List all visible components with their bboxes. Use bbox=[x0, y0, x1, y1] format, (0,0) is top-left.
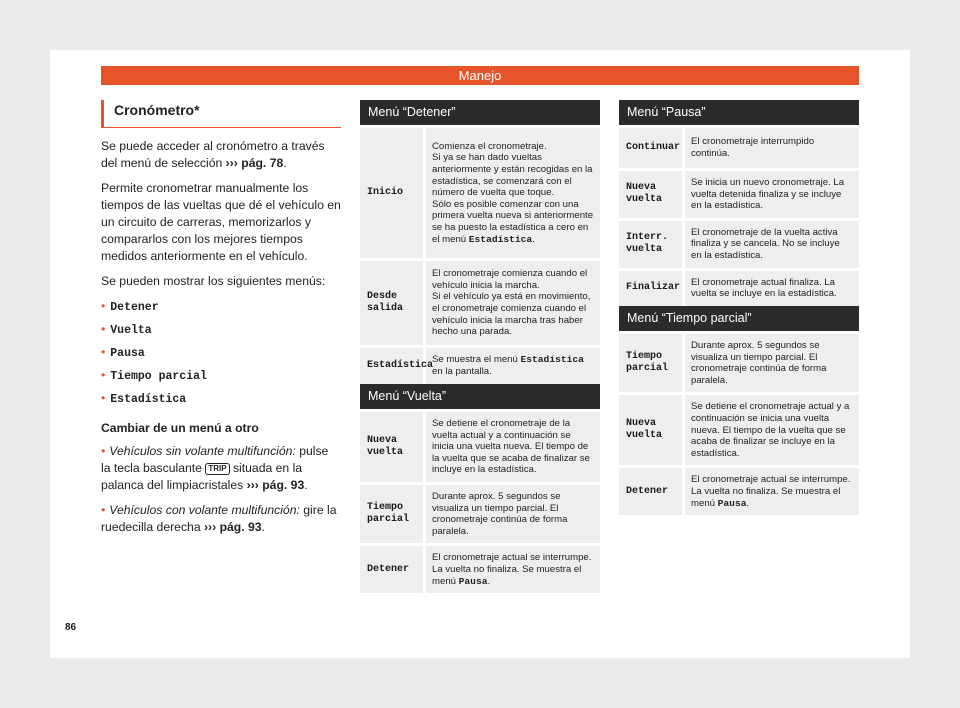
description-text: El cronometraje interrumpido continúa. bbox=[691, 136, 815, 159]
row-key: Desde salida bbox=[360, 261, 426, 345]
menu-reference: Estadística bbox=[520, 354, 584, 366]
row-key: Tiempo parcial bbox=[619, 334, 685, 392]
table-row bbox=[360, 482, 600, 543]
description-text: Comienza el cronometraje. Si ya se han dado vueltas anteriormente y están recogidas en la estadística, se comenzará con el número de vuelta que toque. Sólo es posible comenzar con una primera vuelta nueva si anteriormente se ha puesto la estadística a cero en el menú bbox=[432, 140, 594, 245]
description-text: El cronometraje comienza cuando el vehículo inicia la marcha. Si el vehículo ya está en movimiento, el cronometraje comienza cuando el vehículo inicia la marcha tras haber hecho una parada. bbox=[432, 268, 591, 338]
description-text: El cronometraje actual se interrumpe. La vuelta no finaliza. Se muestra el menú bbox=[432, 552, 592, 587]
list-item bbox=[101, 344, 341, 362]
menu-name: Pausa bbox=[110, 347, 145, 360]
description-text: El cronometraje de la vuelta activa finaliza y se cancela. No se incluye en la estadística. bbox=[691, 226, 840, 261]
menu-name: Tiempo parcial bbox=[110, 370, 207, 383]
description-text: El cronometraje actual finaliza. La vuelta se incluye en la estadística. bbox=[691, 276, 837, 300]
row-key: Tiempo parcial bbox=[360, 485, 426, 543]
table-menu-tiempo-parcial bbox=[619, 306, 859, 515]
row-key: Continuar bbox=[619, 128, 685, 168]
condition-label: Vehículos con volante multifunción: bbox=[109, 503, 300, 517]
table-row bbox=[619, 218, 859, 268]
row-description bbox=[426, 546, 600, 593]
period: . bbox=[261, 520, 265, 534]
page-number: 86 bbox=[65, 622, 77, 633]
instruction-text: situada en la palanca del limpiacristales bbox=[101, 461, 303, 492]
description-end: . bbox=[746, 497, 750, 509]
left-column bbox=[101, 100, 341, 544]
menu-reference: Pausa bbox=[458, 575, 488, 587]
bullet-dot: • bbox=[101, 444, 106, 458]
intro-paragraph bbox=[101, 138, 341, 172]
description-text: Se muestra el menú bbox=[432, 354, 521, 366]
table-menu-detener bbox=[360, 100, 600, 384]
table-row bbox=[360, 543, 600, 593]
subheading: Cambiar de un menú a otro bbox=[101, 421, 259, 435]
list-item bbox=[101, 367, 341, 385]
row-description bbox=[426, 128, 600, 258]
row-description-text bbox=[432, 552, 594, 587]
table-row bbox=[360, 345, 600, 384]
description-text: Se detiene el cronometraje de la vuelta actual y a continuación se inicia una vuelta nueva. El tiempo de la vuelta que se acaba de finalizar se incluye en la estadística. bbox=[432, 418, 590, 476]
row-description-text bbox=[691, 177, 853, 212]
list-item bbox=[101, 390, 341, 408]
row-key: Estadística bbox=[360, 348, 426, 384]
table-row bbox=[619, 168, 859, 218]
row-description bbox=[426, 412, 600, 482]
table-row bbox=[619, 268, 859, 306]
table-row bbox=[619, 125, 859, 168]
intro-text: Se puede acceder al cronómetro a través del menú de selección bbox=[101, 139, 325, 170]
row-description bbox=[685, 395, 859, 465]
ref-arrow: ››› bbox=[225, 156, 238, 170]
row-key: Finalizar bbox=[619, 271, 685, 306]
page-reference[interactable]: pág. 93 bbox=[219, 520, 262, 534]
table-title: Menú “Tiempo parcial” bbox=[619, 306, 859, 331]
row-description-text bbox=[691, 474, 853, 509]
row-description bbox=[685, 171, 859, 218]
description-text: Durante aprox. 5 segundos se visualiza un tiempo parcial. El cronometraje continúa de forma paralela. bbox=[432, 491, 568, 537]
table-row bbox=[360, 409, 600, 482]
row-description-text bbox=[691, 340, 853, 386]
table-title: Menú “Vuelta” bbox=[360, 384, 600, 409]
row-key: Nueva vuelta bbox=[360, 412, 426, 482]
row-description bbox=[685, 221, 859, 268]
menu-name: Detener bbox=[110, 301, 159, 314]
row-description bbox=[426, 348, 600, 384]
list-item bbox=[101, 321, 341, 339]
period: . bbox=[283, 156, 287, 170]
row-description-text bbox=[432, 141, 594, 245]
trip-key-icon: TRIP bbox=[205, 463, 229, 475]
description-end: . bbox=[532, 233, 535, 245]
row-key: Detener bbox=[360, 546, 426, 593]
menu-reference: Estadística bbox=[468, 233, 533, 245]
table-title: Menú “Pausa” bbox=[619, 100, 859, 125]
row-description-text bbox=[691, 277, 853, 300]
bullet-dot: • bbox=[101, 503, 106, 517]
instruction-text: pulse la tecla basculante bbox=[101, 444, 329, 475]
page-reference[interactable]: pág. 93 bbox=[262, 478, 305, 492]
table-row bbox=[360, 125, 600, 258]
row-description bbox=[426, 261, 600, 345]
row-description-text bbox=[691, 136, 853, 159]
row-description bbox=[685, 334, 859, 392]
row-description-text bbox=[432, 354, 594, 377]
table-menu-vuelta bbox=[360, 384, 600, 593]
section-header: Manejo bbox=[101, 66, 859, 85]
row-description-text bbox=[432, 491, 594, 537]
list-item bbox=[101, 298, 341, 316]
row-key: Interr. vuelta bbox=[619, 221, 685, 268]
description-text: Durante aprox. 5 segundos se visualiza un tiempo parcial. El cronometraje continúa de forma paralela. bbox=[691, 340, 827, 386]
ref-arrow: ››› bbox=[203, 520, 217, 534]
row-description-text bbox=[432, 418, 594, 476]
period: . bbox=[304, 478, 308, 492]
table-row bbox=[619, 392, 859, 465]
condition-label: Vehículos sin volante multifunción: bbox=[109, 444, 296, 458]
section-title: Cronómetro* bbox=[101, 100, 341, 128]
table-row bbox=[360, 258, 600, 345]
row-description-text bbox=[691, 401, 853, 459]
menu-list bbox=[101, 298, 341, 408]
bullet-no-wheel bbox=[101, 443, 341, 494]
row-description bbox=[685, 468, 859, 515]
table-row bbox=[619, 465, 859, 515]
row-key: Inicio bbox=[360, 128, 426, 258]
description-paragraph: Permite cronometrar manualmente los tiempos de las vueltas que dé el vehículo en un circuito de carreras, memorizarlos y compararlos con los mejores tiempos medidos anteriormente en el vehículo. bbox=[101, 181, 341, 263]
description-end: en la pantalla. bbox=[432, 366, 492, 377]
description-text: Se detiene el cronometraje actual y a continuación se inicia una vuelta nueva. El tiempo de la vuelta que se acaba de finalizar se incluye en la estadística. bbox=[691, 401, 850, 459]
row-description-text bbox=[432, 268, 594, 338]
row-key: Nueva vuelta bbox=[619, 395, 685, 465]
ref-arrow: ››› bbox=[246, 478, 259, 492]
row-description bbox=[685, 128, 859, 168]
table-menu-pausa bbox=[619, 100, 859, 306]
description-text: El cronometraje actual se interrumpe. La vuelta no finaliza. Se muestra el menú bbox=[691, 474, 851, 509]
row-description bbox=[426, 485, 600, 543]
instruction-text: gire la ruedecilla derecha bbox=[101, 503, 337, 534]
row-description bbox=[685, 271, 859, 306]
table-title: Menú “Detener” bbox=[360, 100, 600, 125]
description-end: . bbox=[487, 575, 491, 587]
row-description-text bbox=[691, 227, 853, 262]
bullet-with-wheel bbox=[101, 502, 341, 536]
menus-intro: Se pueden mostrar los siguientes menús: bbox=[101, 274, 326, 288]
menu-reference: Pausa bbox=[717, 497, 747, 509]
description-text: Se inicia un nuevo cronometraje. La vuelta detenida finaliza y se incluye en la estadística. bbox=[691, 177, 845, 212]
page-reference[interactable]: pág. 78 bbox=[241, 156, 284, 170]
row-key: Nueva vuelta bbox=[619, 171, 685, 218]
table-row bbox=[619, 331, 859, 392]
menu-name: Estadística bbox=[110, 393, 187, 406]
row-key: Detener bbox=[619, 468, 685, 515]
menu-name: Vuelta bbox=[110, 324, 152, 337]
